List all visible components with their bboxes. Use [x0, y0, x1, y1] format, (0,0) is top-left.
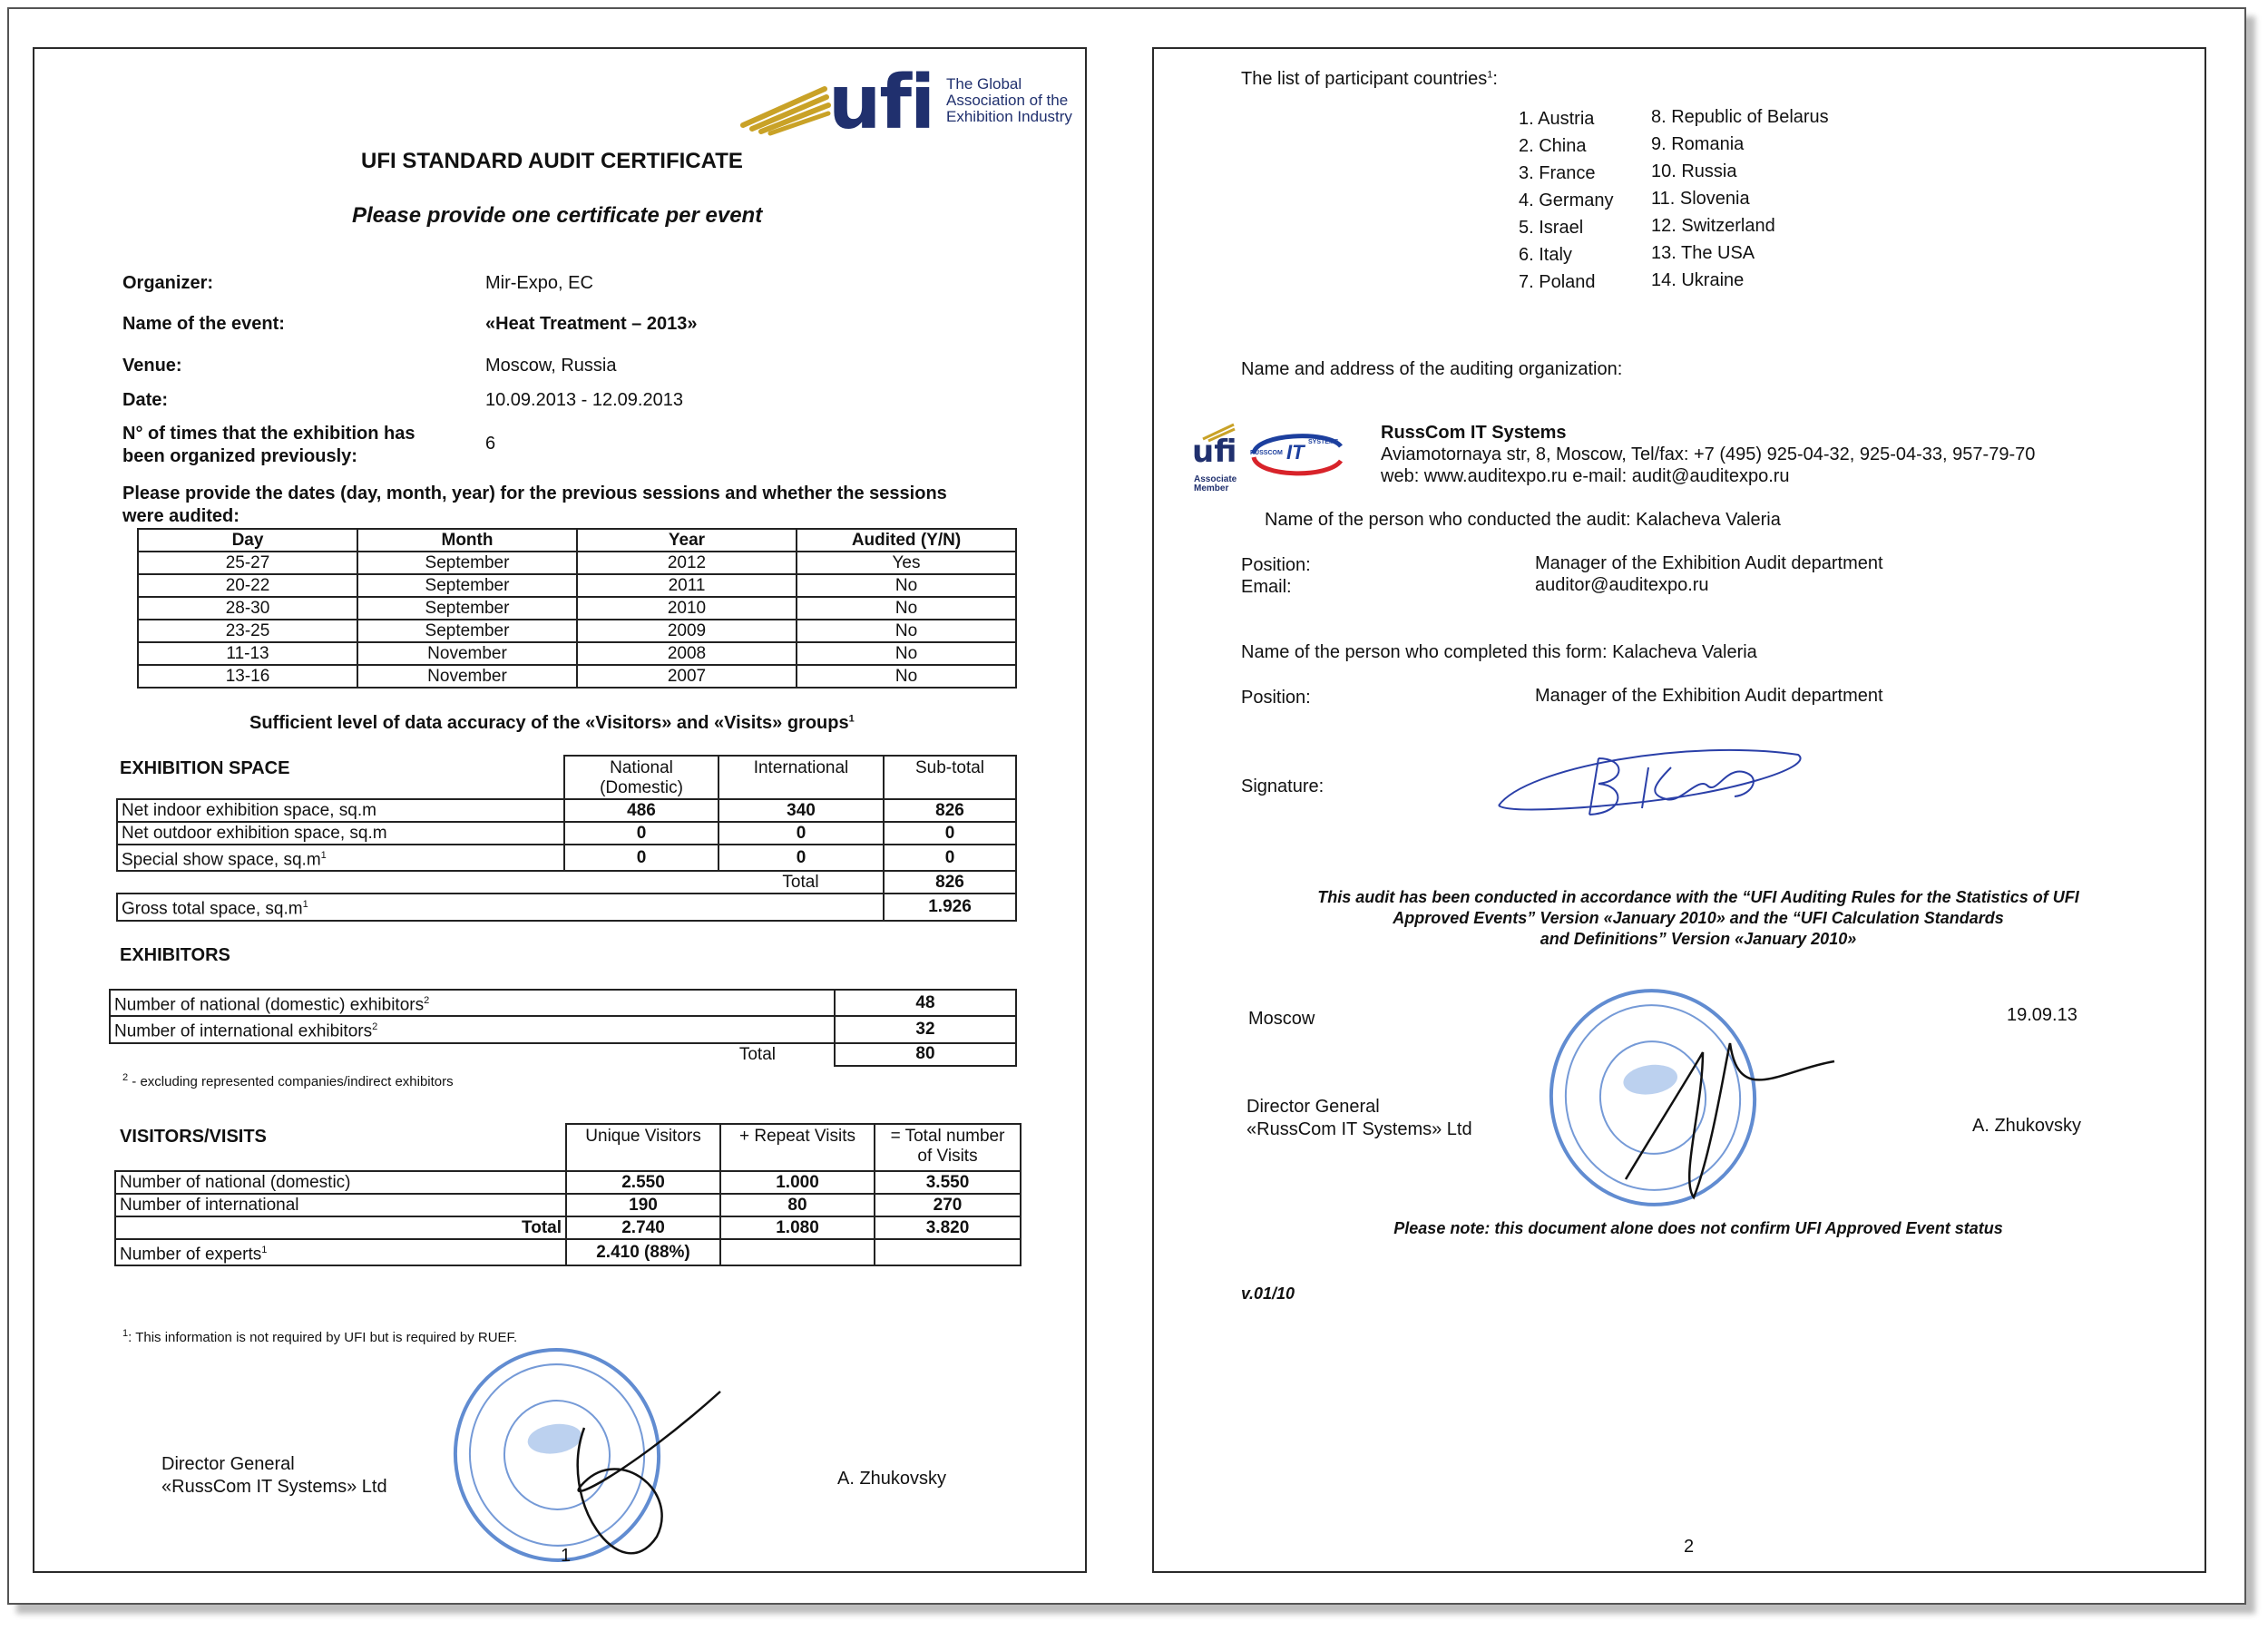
- col-national-line: (Domestic): [600, 778, 683, 797]
- row-label: Net outdoor exhibition space, sq.m: [122, 823, 387, 843]
- list-item: 3. France: [1519, 163, 1596, 183]
- director-block: [161, 1453, 387, 1499]
- table-row: [110, 990, 1016, 1016]
- table-cell: [117, 845, 564, 871]
- table-cell: 0: [884, 822, 1016, 845]
- organizer-value: Mir-Expo, EC: [485, 273, 593, 293]
- org-web: web: www.auditexpo.ru e-mail: audit@auditexpo.ru: [1381, 466, 1790, 486]
- certificate-page-2: [1152, 47, 2206, 1573]
- ufi-tagline: [946, 76, 1072, 125]
- table-cell: 190: [566, 1194, 720, 1216]
- list-item: 11. Slovenia: [1651, 189, 1750, 209]
- times-organized-value: 6: [485, 434, 496, 454]
- date: 19.09.13: [2007, 1005, 2077, 1025]
- row-label: Number of international exhibitors: [114, 1021, 373, 1041]
- footnote-mark: 1: [1487, 69, 1493, 81]
- table-cell: No: [797, 620, 1016, 642]
- table-cell: [110, 1016, 835, 1042]
- table-cell: No: [797, 574, 1016, 597]
- table-cell: [875, 1239, 1021, 1265]
- row-label: Net indoor exhibition space, sq.m: [122, 800, 376, 820]
- footnote-mark: 1: [320, 850, 327, 861]
- table-cell: 3.550: [875, 1171, 1021, 1194]
- list-item: 13. The USA: [1651, 243, 1755, 263]
- accuracy-note-text: Sufficient level of data accuracy of the «Visitors» and «Visits» groups: [249, 713, 849, 733]
- table-cell: September: [357, 552, 577, 574]
- table-cell: September: [357, 597, 577, 620]
- exhibitors-table: [109, 989, 1017, 1067]
- table-cell: [115, 1239, 566, 1265]
- list-item: 2. China: [1519, 136, 1587, 156]
- position-value: Manager of the Exhibition Audit department: [1535, 553, 1883, 573]
- table-cell: 48: [835, 990, 1016, 1016]
- list-item: 6. Italy: [1519, 245, 1572, 265]
- table-row: [138, 597, 1016, 620]
- table-cell: [564, 871, 719, 894]
- table-row: [115, 1171, 1021, 1194]
- compliance-line: Approved Events” Version «January 2010» and the “UFI Calculation Standards: [1393, 909, 2004, 927]
- director-name: A. Zhukovsky: [837, 1469, 947, 1489]
- email-label: Email:: [1241, 577, 1292, 597]
- table-cell: 2007: [577, 665, 797, 688]
- table-row: [117, 845, 1016, 871]
- countries-list-right: [1651, 103, 1829, 294]
- page-number: 1: [561, 1546, 572, 1566]
- org-address: Aviamotornaya str, 8, Moscow, Tel/fax: +7 (495) 925-04-32, 925-04-33, 957-79-70: [1381, 444, 2036, 464]
- table-cell: [117, 871, 564, 894]
- list-item: 4. Germany: [1519, 190, 1614, 210]
- table-cell: No: [797, 665, 1016, 688]
- footnote-mark: 2: [424, 995, 430, 1006]
- table-row: [138, 620, 1016, 642]
- col-national: [564, 756, 719, 799]
- footnote-mark: 1: [122, 1328, 129, 1339]
- organizer-label: Organizer:: [122, 273, 214, 293]
- table-row: [138, 642, 1016, 665]
- table-cell: 0: [564, 822, 719, 845]
- certificate-title: UFI STANDARD AUDIT CERTIFICATE: [361, 149, 743, 173]
- col-audited: Audited (Y/N): [797, 529, 1016, 552]
- table-cell: Yes: [797, 552, 1016, 574]
- table-cell: September: [357, 574, 577, 597]
- previous-sessions-question-line: were audited:: [122, 506, 240, 526]
- table-cell: [110, 990, 835, 1016]
- table-cell: [115, 1124, 566, 1171]
- venue-label: Venue:: [122, 356, 182, 376]
- table-cell: 2012: [577, 552, 797, 574]
- signature-label: Signature:: [1241, 776, 1325, 796]
- table-cell: 2.550: [566, 1171, 720, 1194]
- compliance-statement: [1208, 887, 2188, 950]
- table-cell: 0: [719, 822, 884, 845]
- ufi-tagline-line: Exhibition Industry: [946, 108, 1072, 125]
- table-cell: 340: [719, 799, 884, 822]
- list-item: 8. Republic of Belarus: [1651, 107, 1829, 127]
- certificate-page-1: [33, 47, 1087, 1573]
- ufi-tagline-line: Association of the: [946, 92, 1069, 109]
- date-value: 10.09.2013 - 12.09.2013: [485, 390, 683, 410]
- table-row: [110, 1016, 1016, 1042]
- times-organized-label-line: N° of times that the exhibition has: [122, 424, 415, 444]
- ufi-associate-badge: [1190, 421, 1245, 512]
- event-name-label: Name of the event:: [122, 314, 285, 334]
- gross-total-value: 1.926: [884, 894, 1016, 920]
- ufi-swoosh-icon: [738, 69, 837, 151]
- stamp-seal-icon: [1544, 971, 1889, 1243]
- space-total-label: Total: [782, 872, 819, 892]
- table-row: [138, 552, 1016, 574]
- date-label: Date:: [122, 390, 169, 410]
- footnote-mark: 2: [122, 1072, 129, 1083]
- position2-label: Position:: [1241, 688, 1311, 708]
- table-header-row: [117, 756, 1016, 799]
- experts-value: 2.410 (88%): [566, 1239, 720, 1265]
- exhibitors-footnote: [122, 1072, 454, 1089]
- visitors-heading: VISITORS/VISITS: [120, 1127, 267, 1147]
- footnote-mark: 1: [302, 899, 308, 911]
- col-unique-visitors: Unique Visitors: [566, 1124, 720, 1171]
- table-cell: 2008: [577, 642, 797, 665]
- email-value: auditor@auditexpo.ru: [1535, 575, 1709, 595]
- exhibition-space-table: [116, 755, 1017, 922]
- footnote-text: : This information is not required by UFI but is required by RUEF.: [128, 1330, 518, 1345]
- russcom-logo-small: RUSSCOM: [1250, 450, 1283, 456]
- stamp-seal-icon: [448, 1328, 738, 1582]
- handwritten-signature: [1490, 731, 1816, 831]
- col-year: Year: [577, 529, 797, 552]
- countries-label: The list of participant countries$^1$:: [1241, 69, 1498, 89]
- countries-list-left: [1519, 105, 1613, 296]
- version: v.01/10: [1241, 1284, 1295, 1303]
- table-cell: September: [357, 620, 577, 642]
- signature-icon: [1490, 731, 1816, 831]
- previous-sessions-table: [137, 528, 1017, 689]
- exhibitors-total-label: Total: [110, 1043, 835, 1066]
- previous-sessions-question-line: Please provide the dates (day, month, year) for the previous sessions and whether the sessions: [122, 483, 947, 503]
- director-company: «RussCom IT Systems» Ltd: [161, 1477, 387, 1497]
- director-name: A. Zhukovsky: [1972, 1116, 2082, 1136]
- city: Moscow: [1248, 1009, 1315, 1029]
- venue-value: Moscow, Russia: [485, 356, 617, 376]
- row-label: Special show space, sq.m: [122, 850, 321, 870]
- org-name: RussCom IT Systems: [1381, 423, 1567, 443]
- countries-label-text: The list of participant countries: [1241, 69, 1488, 89]
- ufi-badge-word: ufi: [1192, 434, 1237, 470]
- exhibitors-total-value: 80: [835, 1043, 1016, 1066]
- list-item: 7. Poland: [1519, 272, 1596, 292]
- times-organized-label: [122, 423, 415, 468]
- table-row: [115, 1194, 1021, 1216]
- list-item: 9. Romania: [1651, 134, 1745, 154]
- conducted-by: Name of the person who conducted the audit: Kalacheva Valeria: [1265, 510, 1781, 530]
- list-item: 1. Austria: [1519, 109, 1595, 129]
- table-cell: 1.000: [720, 1171, 875, 1194]
- table-cell: 2011: [577, 574, 797, 597]
- col-national-line: National: [610, 758, 673, 777]
- list-item: 10. Russia: [1651, 161, 1737, 181]
- table-cell: No: [797, 597, 1016, 620]
- table-cell: 80: [720, 1194, 875, 1216]
- table-cell: 3.820: [875, 1216, 1021, 1239]
- previous-sessions-question: [122, 483, 947, 528]
- director-role: Director General: [161, 1454, 295, 1474]
- table-header-row: [115, 1124, 1021, 1171]
- position-label: Position:: [1241, 555, 1311, 575]
- russcom-logo-systems: SYSTEMS: [1308, 439, 1339, 445]
- table-row: [138, 665, 1016, 688]
- table-cell: 1.080: [720, 1216, 875, 1239]
- ufi-badge-sub-line: Member: [1194, 483, 1229, 493]
- table-cell: [117, 894, 884, 920]
- table-cell: [720, 1239, 875, 1265]
- space-total-value: 826: [884, 871, 1016, 894]
- col-total-visits: [875, 1124, 1021, 1171]
- table-row: [110, 1043, 1016, 1066]
- table-cell: 0: [719, 845, 884, 871]
- table-row: [115, 1216, 1021, 1239]
- table-cell: 20-22: [138, 574, 357, 597]
- table-row: [117, 822, 1016, 845]
- position2-value: Manager of the Exhibition Audit department: [1535, 686, 1883, 706]
- russcom-logo-it: IT: [1286, 441, 1305, 464]
- director-company: «RussCom IT Systems» Ltd: [1246, 1119, 1472, 1139]
- table-cell: 2009: [577, 620, 797, 642]
- russcom-logo: [1246, 426, 1346, 481]
- row-label: Number of experts: [120, 1245, 262, 1265]
- table-cell: [117, 756, 564, 799]
- list-item: 12. Switzerland: [1651, 216, 1775, 236]
- table-cell: 270: [875, 1194, 1021, 1216]
- col-subtotal: Sub-total: [884, 756, 1016, 799]
- completed-by: Name of the person who completed this form: Kalacheva Valeria: [1241, 642, 1757, 662]
- ufi-logo-word: ufi: [828, 60, 934, 146]
- table-cell: November: [357, 642, 577, 665]
- times-organized-label-line: been organized previously:: [122, 446, 357, 466]
- ufi-badge-sub-line: Associate: [1194, 474, 1237, 484]
- ufi-tagline-line: The Global: [946, 75, 1022, 93]
- table-cell: No: [797, 642, 1016, 665]
- list-item: 14. Ukraine: [1651, 270, 1745, 290]
- company-stamp: [448, 1328, 738, 1582]
- director-block: [1246, 1096, 1472, 1141]
- ufi-logo: [738, 60, 1128, 151]
- table-cell: 25-27: [138, 552, 357, 574]
- col-total-visits-line: of Visits: [917, 1147, 978, 1166]
- page-number: 2: [1684, 1537, 1695, 1557]
- exhibition-space-heading: EXHIBITION SPACE: [120, 758, 290, 778]
- certificate-subtitle: Please provide one certificate per event: [352, 203, 763, 228]
- compliance-line: and Definitions” Version «January 2010»: [1540, 930, 1857, 948]
- col-month: Month: [357, 529, 577, 552]
- table-row: [138, 574, 1016, 597]
- footnote-mark: 1: [261, 1245, 268, 1255]
- table-cell: 0: [884, 845, 1016, 871]
- table-cell: [117, 799, 564, 822]
- table-cell: [117, 822, 564, 845]
- footnote-mark: 1: [848, 713, 855, 725]
- status-note: Please note: this document alone does not confirm UFI Approved Event status: [1393, 1219, 2003, 1237]
- col-repeat-visits: + Repeat Visits: [720, 1124, 875, 1171]
- row-label: Number of international: [115, 1194, 566, 1216]
- auditor-heading: Name and address of the auditing organization:: [1241, 359, 1623, 379]
- table-cell: 13-16: [138, 665, 357, 688]
- row-label: Gross total space, sq.m: [122, 899, 303, 919]
- table-cell: 2010: [577, 597, 797, 620]
- event-name-value: «Heat Treatment – 2013»: [485, 314, 698, 334]
- table-row: [115, 1239, 1021, 1265]
- table-cell: 28-30: [138, 597, 357, 620]
- table-cell: 11-13: [138, 642, 357, 665]
- ufi-badge-sub: [1194, 475, 1237, 493]
- visitors-total-label: Total: [115, 1216, 566, 1239]
- visitors-table: [114, 1123, 1022, 1266]
- list-item: 5. Israel: [1519, 218, 1584, 238]
- table-row: [117, 799, 1016, 822]
- table-header-row: [138, 529, 1016, 552]
- footnote-text: - excluding represented companies/indirect exhibitors: [128, 1074, 454, 1089]
- table-cell: 23-25: [138, 620, 357, 642]
- row-label: Number of national (domestic) exhibitors: [114, 995, 425, 1015]
- col-total-visits-line: = Total number: [890, 1127, 1005, 1146]
- compliance-line: This audit has been conducted in accordance with the “UFI Auditing Rules for the Statistics of UFI: [1317, 888, 2079, 906]
- table-cell: November: [357, 665, 577, 688]
- table-row: [117, 894, 1016, 920]
- table-cell: 2.740: [566, 1216, 720, 1239]
- company-stamp: [1544, 971, 1889, 1243]
- col-international: International: [719, 756, 884, 799]
- table-cell: 32: [835, 1016, 1016, 1042]
- footnote-mark: 2: [372, 1021, 378, 1033]
- table-cell: 826: [884, 799, 1016, 822]
- exhibitors-heading: EXHIBITORS: [120, 945, 230, 965]
- table-row: [117, 871, 1016, 894]
- director-role: Director General: [1246, 1097, 1380, 1117]
- col-day: Day: [138, 529, 357, 552]
- table-cell: 486: [564, 799, 719, 822]
- row-label: Number of national (domestic): [115, 1171, 566, 1194]
- accuracy-note: [249, 713, 855, 734]
- table-cell: 0: [564, 845, 719, 871]
